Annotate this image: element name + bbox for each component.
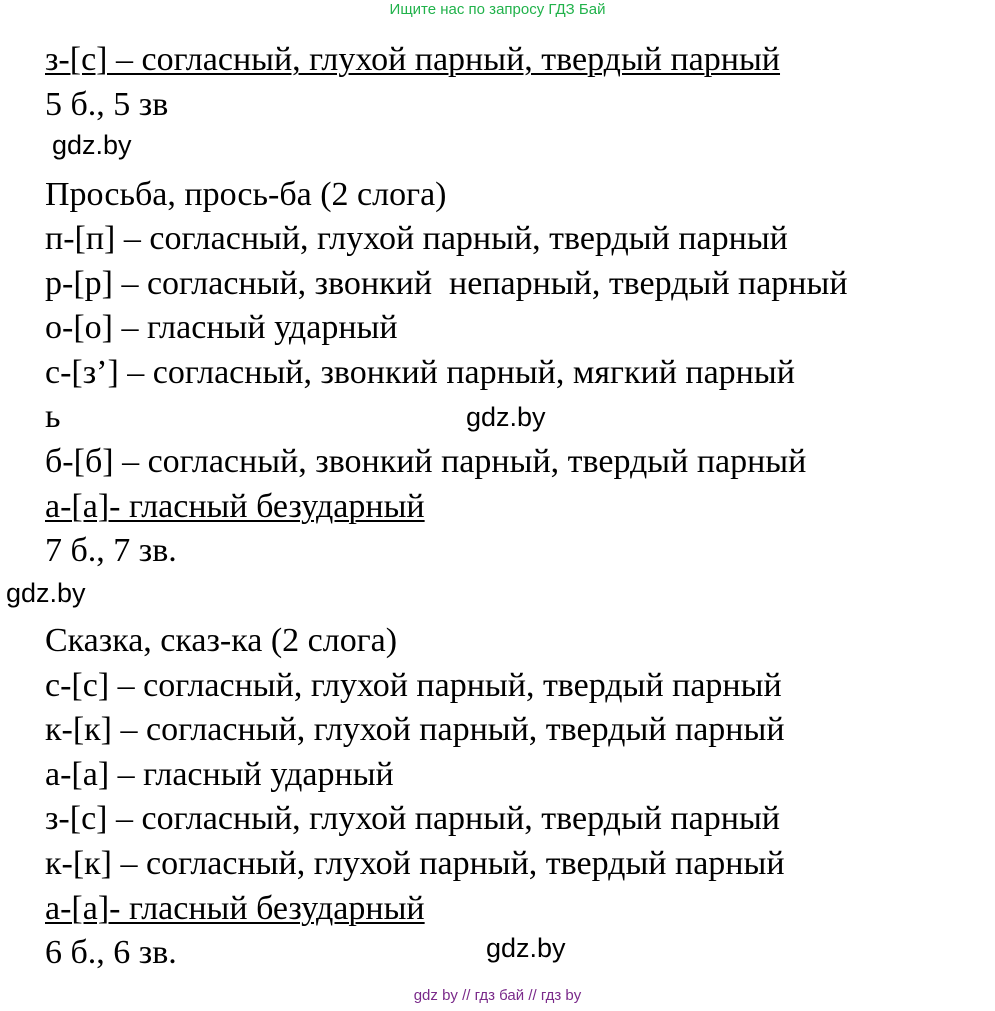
word-heading-prosba: Просьба, прось-ба (2 слога) [45, 176, 447, 213]
watermark-1: gdz.by [52, 130, 132, 160]
text-line-soft-sign: ь [45, 398, 61, 435]
footer-links: gdz by // гдз бай // гдз by [413, 987, 582, 1004]
top-banner: Ищите нас по запросу ГДЗ Бай [389, 1, 606, 18]
watermark-2: gdz.by [466, 402, 546, 432]
text-line-p: п-[п] – согласный, глухой парный, твердый парный [45, 220, 788, 257]
text-line-count-1: 5 б., 5 зв [45, 86, 169, 123]
text-line-a3-underlined: а-[а]- гласный безударный [45, 890, 425, 927]
text-line-s: с-[з’] – согласный, звонкий парный, мягкий парный [45, 354, 795, 391]
text-line-s2: с-[с] – согласный, глухой парный, твердый парный [45, 667, 782, 704]
text-line-r: р-[р] – согласный, звонкий непарный, твердый парный [45, 265, 848, 302]
word-heading-skazka: Сказка, сказ-ка (2 слога) [45, 622, 398, 659]
text-line-a2: а-[а] – гласный ударный [45, 756, 394, 793]
text-line-b: б-[б] – согласный, звонкий парный, твердый парный [45, 443, 807, 480]
text-line-k: к-[к] – согласный, глухой парный, твердый парный [45, 711, 785, 748]
text-line-k2: к-[к] – согласный, глухой парный, твердый парный [45, 845, 785, 882]
text-line-z2: з-[с] – согласный, глухой парный, твердый парный [45, 800, 781, 837]
watermark-4: gdz.by [486, 933, 566, 963]
text-line-z-underlined: з-[с] – согласный, глухой парный, твердый парный [45, 41, 781, 78]
text-line-o: о-[о] – гласный ударный [45, 309, 398, 346]
text-line-count-3: 6 б., 6 зв. [45, 934, 177, 971]
text-line-count-2: 7 б., 7 зв. [45, 532, 177, 569]
text-line-a-underlined: а-[а]- гласный безударный [45, 488, 425, 525]
watermark-3: gdz.by [6, 578, 86, 608]
